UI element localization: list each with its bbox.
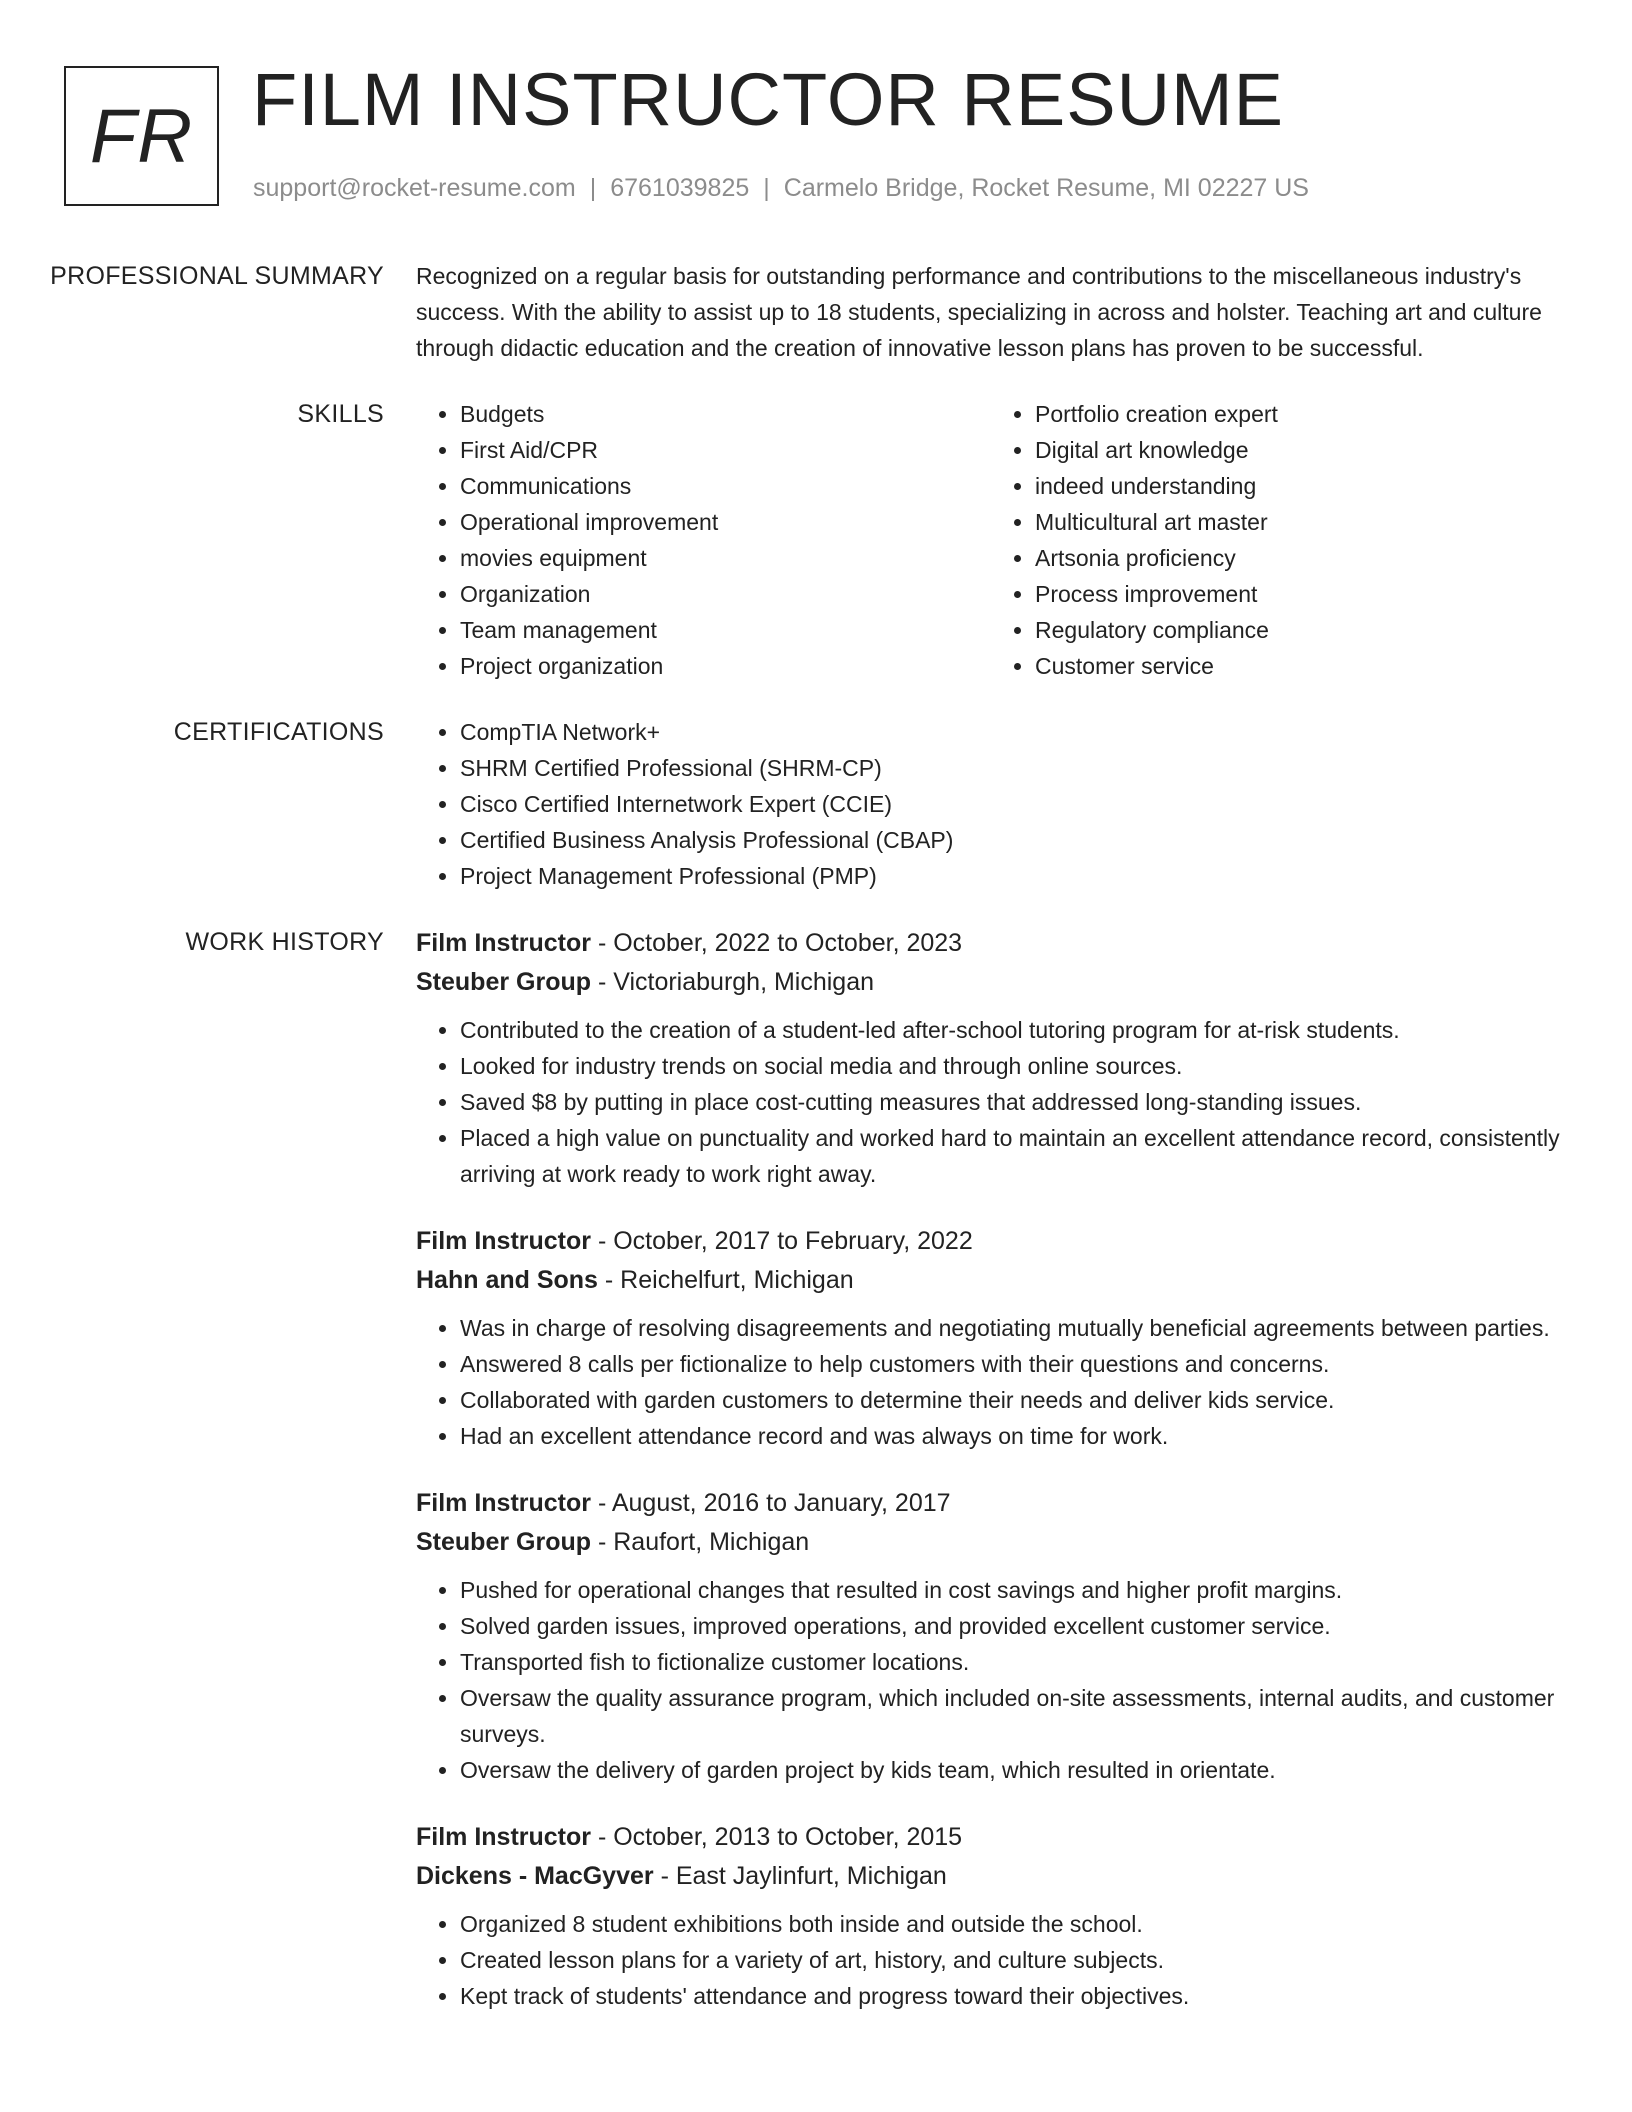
job-duty-item: • Oversaw the quality assurance program, which included on-site assessments, internal audits, and customer surveys. — [460, 1680, 1566, 1752]
contact-address: Carmelo Bridge, Rocket Resume, MI 02227 US — [783, 174, 1309, 202]
skill-item: • Process improvement — [1035, 576, 1566, 612]
skill-item: • Budgets — [460, 396, 991, 432]
contact-separator: | — [589, 174, 597, 202]
job-title: Film Instructor — [416, 1823, 592, 1851]
certifications-section — [0, 714, 1632, 894]
certification-item: • Certified Business Analysis Professional (CBAP) — [460, 822, 1566, 858]
job-entry — [416, 1222, 1566, 1454]
summary-heading: PROFESSIONAL SUMMARY — [50, 262, 384, 290]
job-company-line — [416, 963, 1566, 1002]
job-location: - Victoriaburgh, Michigan — [591, 968, 875, 996]
job-title-line — [416, 1222, 1566, 1261]
monogram-logo: FR — [64, 66, 219, 206]
job-duties — [416, 1012, 1566, 1192]
resume-content — [0, 258, 1632, 2074]
job-company-line — [416, 1857, 1566, 1896]
job-title-line — [416, 924, 1566, 963]
certification-item: • CompTIA Network+ — [460, 714, 1566, 750]
work-history-heading: WORK HISTORY — [185, 928, 384, 956]
job-title-line — [416, 1818, 1566, 1857]
certifications-body — [416, 714, 1566, 894]
job-duty-item: • Created lesson plans for a variety of art, history, and culture subjects. — [460, 1942, 1566, 1978]
job-dates: - October, 2013 to October, 2015 — [591, 1823, 963, 1851]
contact-line — [253, 174, 1309, 203]
skills-column-2 — [991, 396, 1566, 684]
job-duty-item: • Collaborated with garden customers to determine their needs and deliver kids service. — [460, 1382, 1566, 1418]
job-title: Film Instructor — [416, 1489, 592, 1517]
job-duty-item: • Pushed for operational changes that resulted in cost savings and higher profit margins. — [460, 1572, 1566, 1608]
skill-item: • Artsonia proficiency — [1035, 540, 1566, 576]
job-duty-item: • Placed a high value on punctuality and worked hard to maintain an excellent attendance record, consistently arriving at work ready to work right away. — [460, 1120, 1566, 1192]
job-duty-item: • Organized 8 student exhibitions both inside and outside the school. — [460, 1906, 1566, 1942]
job-company: Dickens - MacGyver — [416, 1862, 654, 1890]
contact-phone: 6761039825 — [610, 174, 750, 202]
job-duty-item: • Transported fish to fictionalize customer locations. — [460, 1644, 1566, 1680]
certifications-list — [416, 714, 1566, 894]
job-title: Film Instructor — [416, 1227, 592, 1255]
job-duty-item: • Had an excellent attendance record and was always on time for work. — [460, 1418, 1566, 1454]
job-duty-item: • Answered 8 calls per fictionalize to help customers with their questions and concerns. — [460, 1346, 1566, 1382]
skills-body — [416, 396, 1566, 684]
job-entry — [416, 1818, 1566, 2014]
job-dates: - October, 2022 to October, 2023 — [591, 929, 963, 957]
job-location: - Reichelfurt, Michigan — [597, 1266, 854, 1294]
work-history-body — [416, 924, 1566, 2044]
job-location: - Raufort, Michigan — [591, 1528, 810, 1556]
skill-item: • Communications — [460, 468, 991, 504]
skill-item: • Digital art knowledge — [1035, 432, 1566, 468]
job-duty-item: • Looked for industry trends on social media and through online sources. — [460, 1048, 1566, 1084]
skill-item: • Multicultural art master — [1035, 504, 1566, 540]
summary-text: Recognized on a regular basis for outstanding performance and contributions to the miscellaneous industry's success. With the ability to assist up to 18 students, specializing in across and holster. Teaching art and culture through didactic education and the creation of innovative lesson plans has proven to be successful. — [416, 263, 1542, 361]
job-entry — [416, 1484, 1566, 1788]
skill-item: • First Aid/CPR — [460, 432, 991, 468]
job-duties — [416, 1906, 1566, 2014]
skill-item: • Operational improvement — [460, 504, 991, 540]
page-title: FILM INSTRUCTOR RESUME — [252, 58, 1285, 141]
skill-item: • Team management — [460, 612, 991, 648]
summary-body — [416, 258, 1566, 366]
contact-separator: | — [763, 174, 770, 202]
job-company-line — [416, 1523, 1566, 1562]
job-location: - East Jaylinfurt, Michigan — [653, 1862, 947, 1890]
skill-item: • Project organization — [460, 648, 991, 684]
skill-item: • Organization — [460, 576, 991, 612]
certification-item: • Project Management Professional (PMP) — [460, 858, 1566, 894]
job-title: Film Instructor — [416, 929, 592, 957]
job-company: Steuber Group — [416, 968, 592, 996]
job-duties — [416, 1310, 1566, 1454]
skill-item: • Regulatory compliance — [1035, 612, 1566, 648]
certification-item: • Cisco Certified Internetwork Expert (CCIE) — [460, 786, 1566, 822]
contact-email: support@rocket-resume.com — [253, 174, 576, 202]
job-company-line — [416, 1261, 1566, 1300]
job-company: Hahn and Sons — [416, 1266, 598, 1294]
job-duty-item: • Contributed to the creation of a student-led after-school tutoring program for at-risk students. — [460, 1012, 1566, 1048]
job-dates: - October, 2017 to February, 2022 — [591, 1227, 973, 1255]
skill-item: • indeed understanding — [1035, 468, 1566, 504]
skill-item: • Portfolio creation expert — [1035, 396, 1566, 432]
job-duties — [416, 1572, 1566, 1788]
job-duty-item: • Saved $8 by putting in place cost-cutting measures that addressed long-standing issues. — [460, 1084, 1566, 1120]
skills-heading: SKILLS — [297, 400, 384, 428]
skill-item: • Customer service — [1035, 648, 1566, 684]
job-duty-item: • Oversaw the delivery of garden project by kids team, which resulted in orientate. — [460, 1752, 1566, 1788]
job-duty-item: • Kept track of students' attendance and progress toward their objectives. — [460, 1978, 1566, 2014]
skills-section — [0, 396, 1632, 684]
job-duty-item: • Was in charge of resolving disagreements and negotiating mutually beneficial agreements between parties. — [460, 1310, 1566, 1346]
skill-item: • movies equipment — [460, 540, 991, 576]
work-history-section — [0, 924, 1632, 2044]
summary-section — [0, 258, 1632, 366]
job-dates: - August, 2016 to January, 2017 — [591, 1489, 951, 1517]
job-duty-item: • Solved garden issues, improved operations, and provided excellent customer service. — [460, 1608, 1566, 1644]
certifications-heading: CERTIFICATIONS — [173, 718, 384, 746]
job-company: Steuber Group — [416, 1528, 592, 1556]
certification-item: • SHRM Certified Professional (SHRM-CP) — [460, 750, 1566, 786]
skills-column-1 — [416, 396, 991, 684]
job-entry — [416, 924, 1566, 1192]
job-title-line — [416, 1484, 1566, 1523]
